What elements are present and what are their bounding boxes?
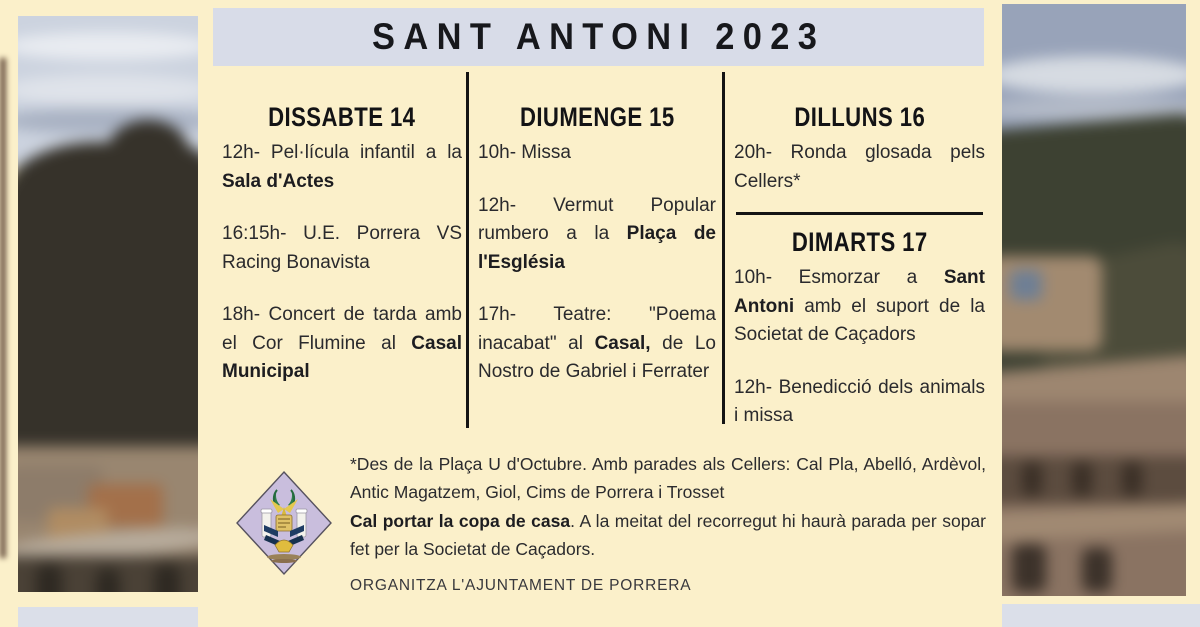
event-item: 12h- Pel·lícula infantil a la Sala d'Actes [222, 142, 462, 192]
cloud-shape [18, 74, 198, 106]
house-shape [1010, 270, 1042, 300]
footnote-cup: Cal portar la copa de casa. A la meitat del recorregut hi haurà parada per sopar fet per la Societat de Caçadors. [350, 510, 986, 560]
event-item: 10h- Missa [478, 142, 571, 163]
arch-shape [1012, 544, 1046, 592]
blurred-village-photo-left [18, 16, 198, 592]
arch-shape [36, 564, 62, 592]
day-heading: DILLUNS 16 [794, 102, 925, 132]
column-dissabte-14 [222, 102, 462, 387]
photo-edge-sliver [0, 58, 6, 558]
bottom-band-left [18, 607, 198, 627]
day-heading: DIUMENGE 15 [519, 102, 675, 132]
column-dilluns-dimarts [734, 102, 985, 431]
photo-blur-layer [1002, 4, 1186, 596]
arch-shape [96, 568, 120, 592]
window-shape [1022, 462, 1042, 496]
window-shape [1122, 462, 1142, 496]
column-divider [466, 72, 469, 428]
event-item: 12h- Benedicció dels animals i missa [734, 376, 985, 426]
event-item: 10h- Esmorzar a Sant Antoni amb el suport de la Societat de Caçadors [734, 267, 985, 345]
footnote-route: *Des de la Plaça U d'Octubre. Amb parades als Cellers: Cal Pla, Abelló, Ardèvol, Antic Magatzem, Giol, Cims de Porrera i Trosset [350, 454, 986, 503]
day-separator-rule [736, 212, 983, 215]
cloud-shape [1002, 56, 1186, 94]
title-band [213, 8, 984, 66]
blurred-village-photo-right [1002, 4, 1186, 596]
poster-title: SANT ANTONI 2023 [371, 16, 826, 57]
day-heading: DISSABTE 14 [268, 102, 416, 132]
arch-shape [1082, 548, 1112, 592]
event-item: 17h- Teatre: "Poema inacabat" al Casal, de Lo Nostro de Gabriel i Ferrater [478, 304, 716, 382]
arch-shape [154, 564, 180, 592]
porrera-coat-of-arms-icon [234, 468, 334, 578]
column-diumenge-15 [478, 102, 716, 387]
organizer-credit: ORGANITZA L'AJUNTAMENT DE PORRERA [350, 577, 692, 595]
window-shape [1072, 462, 1092, 496]
day-heading: DIMARTS 17 [791, 227, 928, 257]
event-item: 16:15h- U.E. Porrera VS Racing Bonavista [222, 223, 462, 273]
event-item: 20h- Ronda glosada pels Cellers* [734, 142, 985, 192]
column-divider [722, 72, 725, 424]
cloud-shape [18, 32, 198, 60]
bottom-band-right [1002, 604, 1200, 627]
event-item: 18h- Concert de tarda amb el Cor Flumine al Casal Municipal [222, 304, 462, 382]
event-item: 12h- Vermut Popular rumbero a la Plaça de l'Església [478, 194, 716, 273]
footer-notes [350, 450, 986, 595]
hill-shape [18, 142, 198, 492]
photo-blur-layer [18, 16, 198, 592]
